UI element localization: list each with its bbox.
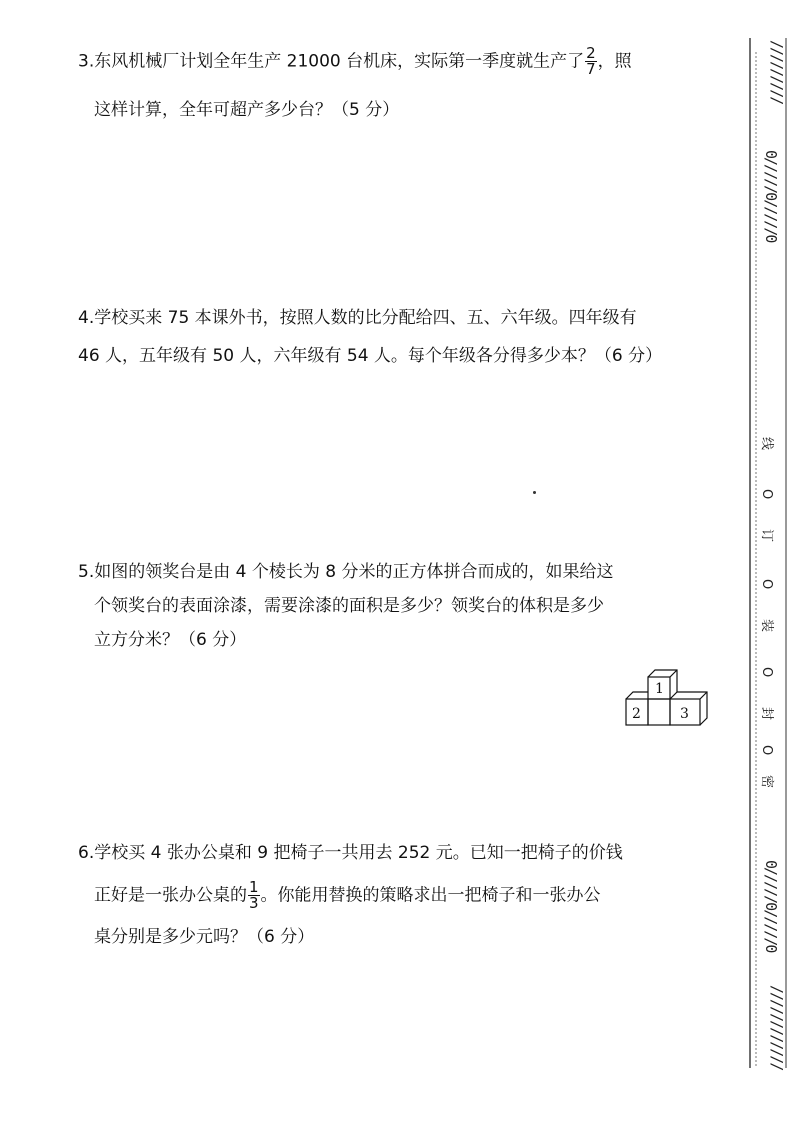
- seal-label-ding: 订: [759, 529, 774, 543]
- question-3-line-1: 3.东风机械厂计划全年生产 21000 台机床，实际第一季度就生产了 $\frac{2}{7}$ ，照: [78, 44, 632, 78]
- question-3: [78, 46, 728, 123]
- question-5: [78, 560, 728, 653]
- stray-dot: [533, 491, 536, 494]
- binding-marks-bottom: ////////////: [768, 985, 786, 1070]
- question-3-line-2: 这样计算，全年可超产多少台？（5 分）: [94, 100, 400, 120]
- seal-circle: O: [759, 579, 774, 590]
- question-6-line-1: 6.学校买 4 张办公桌和 9 把椅子一共用去 252 元。已知一把椅子的价钱: [78, 843, 623, 863]
- binding-marks-upper: 0/////0/////0: [762, 150, 780, 242]
- fraction-two-sevenths: $\frac{2}{7}$: [586, 44, 596, 78]
- question-4-line-2: 46 人，五年级有 50 人，六年级有 54 人。每个年级各分得多少本？（6 分）: [78, 346, 663, 366]
- binding-marks-top: /////////: [768, 40, 786, 104]
- question-6-line-3: 桌分别是多少元吗？（6 分）: [94, 927, 315, 947]
- question-4-line-1: 4.学校买来 75 本课外书，按照人数的比分配给四、五、六年级。四年级有: [78, 308, 637, 328]
- question-5-line-3: 立方分米？（6 分）: [94, 630, 247, 650]
- seal-circle: O: [759, 489, 774, 500]
- seal-label-mi: 密: [759, 775, 774, 789]
- binding-marks-lower: 0/////0/////0: [762, 860, 780, 952]
- seal-circle: O: [759, 745, 774, 756]
- podium-label-2: 2: [632, 706, 641, 722]
- question-number: 4.: [78, 308, 95, 328]
- seal-label-xian: 线: [759, 437, 774, 451]
- fraction-one-third: $\frac{1}{3}$: [249, 878, 259, 912]
- podium-figure: [622, 665, 714, 733]
- question-4: [78, 306, 728, 369]
- question-6-line-2: 正好是一张办公桌的 $\frac{1}{3}$ 。你能用替换的策略求出一把椅子和一张办公: [94, 878, 601, 912]
- question-6: [78, 841, 728, 950]
- question-5-line-1: 5.如图的领奖台是由 4 个棱长为 8 分米的正方体拼合而成的，如果给这: [78, 562, 614, 582]
- question-number: 3.: [78, 51, 95, 72]
- podium-label-3: 3: [680, 706, 689, 722]
- question-number: 6.: [78, 843, 95, 863]
- question-5-line-2: 个领奖台的表面涂漆，需要涂漆的面积是多少？领奖台的体积是多少: [94, 596, 604, 616]
- question-number: 5.: [78, 562, 95, 582]
- seal-label-zhuang: 装: [759, 619, 774, 633]
- seal-circle: O: [759, 667, 774, 678]
- seal-label-feng: 封: [759, 707, 774, 721]
- podium-label-1: 1: [655, 681, 664, 697]
